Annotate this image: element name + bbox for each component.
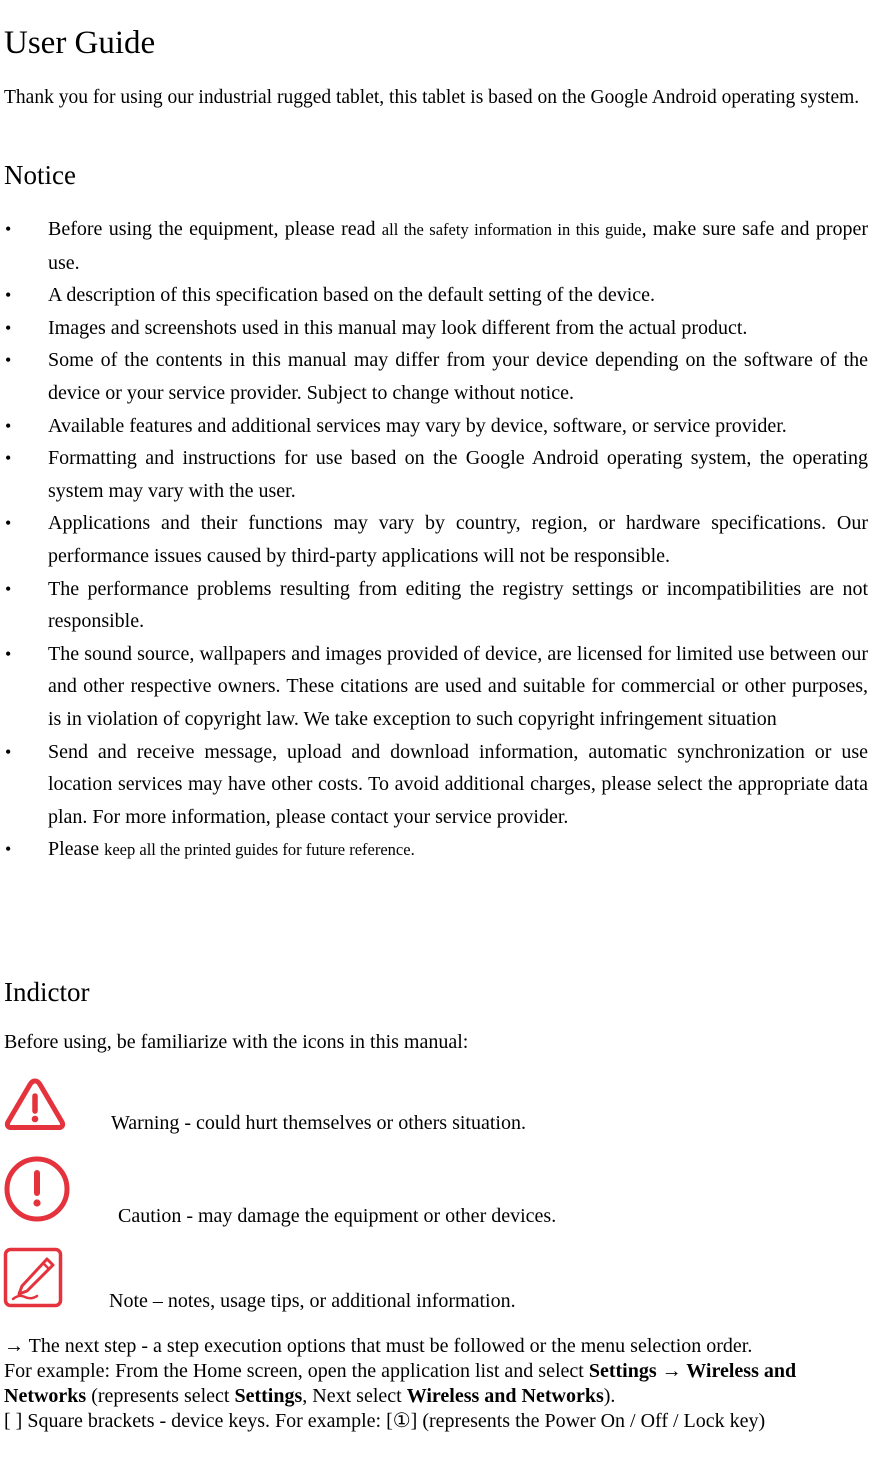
page-title: User Guide: [4, 25, 156, 61]
bullet-icon: •: [5, 350, 12, 371]
caution-icon: [3, 1155, 71, 1223]
note-legend: Note – notes, usage tips, or additional information.: [109, 1290, 516, 1312]
indictor-intro: Before using, be familiarize with the icons in this manual:: [4, 1031, 469, 1053]
intro-paragraph: Thank you for using our industrial rugged tablet, this tablet is based on the Google Android operating system.: [4, 87, 860, 108]
bullet-icon: •: [5, 839, 12, 860]
notice-item: • Images and screenshots used in this manual may look different from the actual product.: [0, 312, 868, 345]
note-pencil-icon: [3, 1247, 63, 1309]
bullet-icon: •: [5, 219, 12, 239]
notice-heading: Notice: [4, 160, 76, 190]
square-brackets-line: [ ] Square brackets - device keys. For example: [①] (represents the Power On / Off / Lock key): [4, 1410, 766, 1432]
bullet-icon: •: [5, 578, 12, 599]
indictor-heading: Indictor: [4, 977, 90, 1007]
next-step-line: → The next step - a step execution options that must be followed or the menu selection order.: [4, 1335, 753, 1357]
notice-list: [0, 213, 868, 867]
notice-item: • A description of this specification based on the default setting of the device.: [0, 279, 868, 312]
warning-legend: Warning - could hurt themselves or others situation.: [111, 1112, 526, 1134]
notice-item: • Some of the contents in this manual may differ from your device depending on the software of the device or your service provider. Subject to change without notice.: [0, 344, 868, 409]
notice-item: • Before using the equipment, please read all the safety information in this guide, make sure safe and proper use.: [0, 213, 868, 279]
notice-item: • The performance problems resulting from editing the registry settings or incompatibilities are not responsible.: [0, 573, 868, 638]
notice-item: • Applications and their functions may vary by country, region, or hardware specifications. Our performance issues caused by third-party applications will not be responsible.: [0, 507, 868, 572]
notice-item: • Formatting and instructions for use based on the Google Android operating system, the operating system may vary with the user.: [0, 442, 868, 507]
example-line: For example: From the Home screen, open the application list and select Settings → Wireless and Networks (represents select Settings, Next select Wireless and Networks).: [4, 1360, 797, 1407]
bullet-icon: •: [5, 741, 12, 762]
bullet-icon: •: [5, 643, 12, 664]
bullet-icon: •: [5, 513, 12, 534]
steps-section: [4, 1334, 868, 1434]
notice-item: • Send and receive message, upload and download information, automatic synchronization or use location services may have other costs. To avoid additional charges, please select the appropriate data plan. For more information, please contact your service provider.: [0, 736, 868, 834]
notice-item: • Available features and additional services may vary by device, software, or service provider.: [0, 410, 868, 443]
bullet-icon: •: [5, 415, 12, 436]
caution-legend: Caution - may damage the equipment or other devices.: [118, 1205, 557, 1227]
warning-icon: [3, 1076, 67, 1132]
bullet-icon: •: [5, 285, 12, 306]
notice-item: • The sound source, wallpapers and images provided of device, are licensed for limited use between our and other respective owners. These citations are used and suitable for commercial or other purposes, is in violation of copyright law. We take exception to such copyright infringement situation: [0, 638, 868, 736]
bullet-icon: •: [5, 317, 12, 338]
notice-item: • Please keep all the printed guides for future reference.: [0, 833, 868, 867]
bullet-icon: •: [5, 448, 12, 469]
